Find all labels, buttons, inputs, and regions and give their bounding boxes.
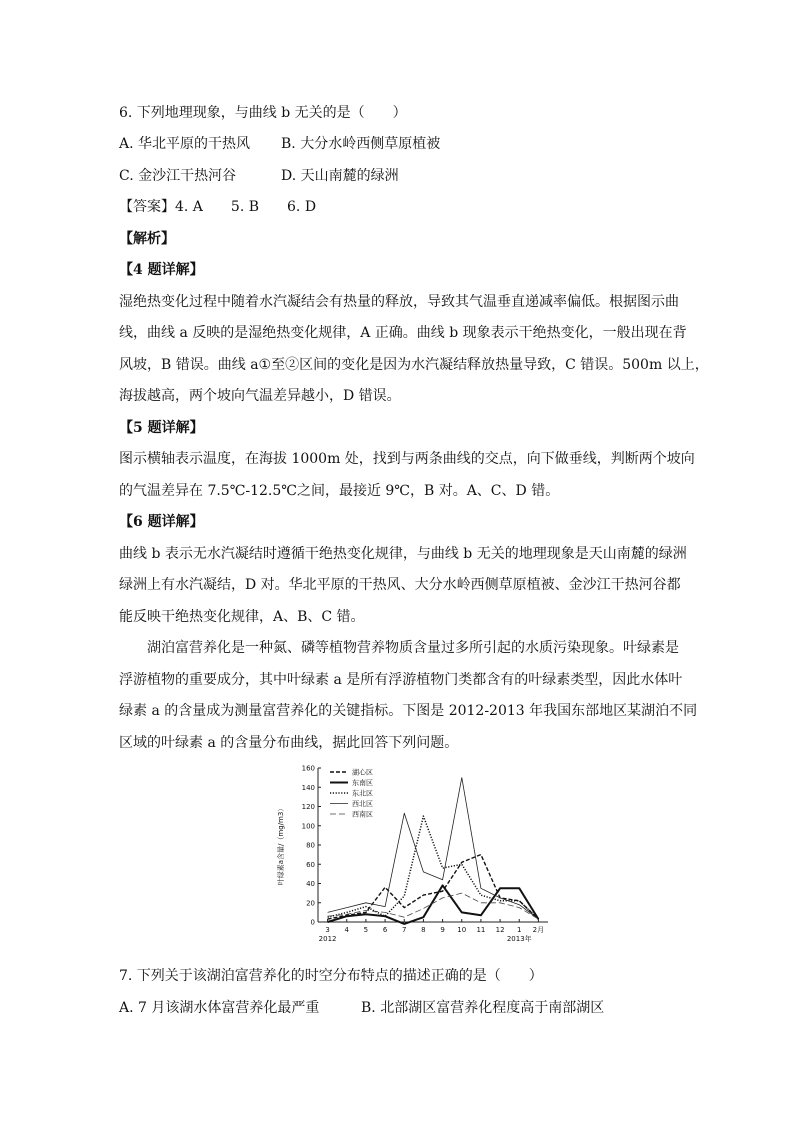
passage-line: 绿素 a 的含量成为测量富营养化的关键指标。下图是 2012-2013 年我国东部地区某湖泊不同	[119, 703, 698, 719]
q4-detail-heading: 【4 题详解】	[119, 262, 204, 278]
y-tick-label: 0	[310, 918, 315, 927]
y-tick-label: 120	[301, 803, 315, 811]
x-tick-label: 9	[440, 926, 445, 934]
q6-detail-line: 能反映干绝热变化规律，A、B、C 错。	[119, 609, 365, 625]
answer-line: 【答案】4. A 5. B 6. D	[119, 199, 317, 215]
q6-detail-heading: 【6 题详解】	[119, 514, 204, 530]
y-tick-label: 160	[301, 764, 315, 773]
q5-detail-line: 图示横轴表示温度，在海拔 1000m 处，找到与两条曲线的交点，向下做垂线，判断两个坡向	[119, 451, 695, 467]
q4-detail-line: 海拔越高，两个坡向气温差异越小，D 错误。	[119, 388, 401, 404]
q6-option-a: A. 华北平原的干热风	[119, 136, 251, 152]
x-tick-label: 12	[495, 926, 505, 934]
q4-detail-line: 线，曲线 a 反映的是湿绝热变化规律，A 正确。曲线 b 现象表示干绝热变化，一般出现在背	[119, 325, 687, 341]
y-tick-label: 60	[306, 860, 315, 869]
legend-label: 东北区	[352, 789, 373, 798]
legend-label: 湖心区	[352, 768, 373, 777]
legend-label: 西北区	[352, 800, 373, 808]
q5-detail-line: 的气温差异在 7.5℃-12.5℃之间，最接近 9℃，B 对。A、C、D 错。	[119, 483, 560, 499]
x-tick-label: 5	[363, 926, 369, 934]
x-tick-label: 11	[476, 926, 486, 934]
q4-detail-line: 湿绝热变化过程中随着水汽凝结会有热量的释放，导致其气温垂直递减率偏低。根据图示曲	[119, 294, 679, 310]
x-year-label: 2013年	[506, 935, 532, 943]
y-tick-label: 20	[306, 899, 315, 908]
legend-label: 西南区	[352, 810, 373, 819]
q6-detail-line: 曲线 b 表示无水汽凝结时遵循干绝热变化规律，与曲线 b 无关的地理现象是天山南麓的绿洲	[119, 546, 687, 562]
q7-stem: 7. 下列关于该湖泊富营养化的时空分布特点的描述正确的是（ ）	[119, 968, 543, 984]
passage-line: 湖泊富营养化是一种氮、磷等植物营养物质含量过多所引起的水质污染现象。叶绿素是	[147, 640, 679, 656]
chlorophyll-line-chart	[270, 758, 560, 958]
y-tick-label: 40	[306, 880, 315, 888]
passage-line: 区域的叶绿素 a 的含量分布曲线，据此回答下列问题。	[119, 735, 459, 751]
y-tick-label: 100	[301, 822, 315, 831]
series-line	[328, 778, 539, 920]
x-tick-label: 3	[325, 926, 330, 934]
x-tick-label: 6	[382, 926, 388, 934]
q6-option-c: C. 金沙江干热河谷	[119, 168, 237, 184]
x-tick-label: 10	[457, 926, 467, 934]
x-tick-label: 8	[421, 926, 426, 934]
q6-option-b: B. 大分水岭西侧草原植被	[281, 136, 441, 152]
x-tick-label: 1	[517, 926, 522, 934]
q6-stem: 6. 下列地理现象，与曲线 b 无关的是（ ）	[119, 105, 407, 121]
q4-detail-line: 风坡，B 错误。曲线 a①至②区间的变化是因为水汽凝结释放热量导致，C 错误。500m 以上，	[119, 357, 709, 373]
passage-line: 浮游植物的重要成分，其中叶绿素 a 是所有浮游植物门类都含有的叶绿素类型，因此水体叶	[119, 672, 683, 688]
y-tick-label: 80	[306, 841, 315, 850]
x-tick-label: 4	[344, 926, 349, 934]
q6-detail-line: 绿洲上有水汽凝结，D 对。华北平原的干热风、大分水岭西侧草原植被、金沙江干热河谷都	[119, 577, 681, 593]
analysis-heading: 【解析】	[119, 231, 175, 247]
q6-option-d: D. 天山南麓的绿洲	[281, 168, 399, 184]
q7-option-a: A. 7 月该湖水体富营养化最严重	[119, 1000, 320, 1016]
series-line	[328, 855, 539, 920]
q5-detail-heading: 【5 题详解】	[119, 420, 204, 436]
legend-label: 东南区	[352, 779, 373, 787]
y-axis-label: 叶绿素a含量/（mg/m3）	[277, 804, 285, 886]
x-tick-label: 7	[402, 926, 407, 934]
q7-option-b: B. 北部湖区富营养化程度高于南部湖区	[361, 1000, 605, 1016]
y-tick-label: 140	[301, 783, 315, 792]
x-year-label: 2012	[318, 935, 337, 943]
x-tick-label: 2月	[532, 926, 545, 934]
